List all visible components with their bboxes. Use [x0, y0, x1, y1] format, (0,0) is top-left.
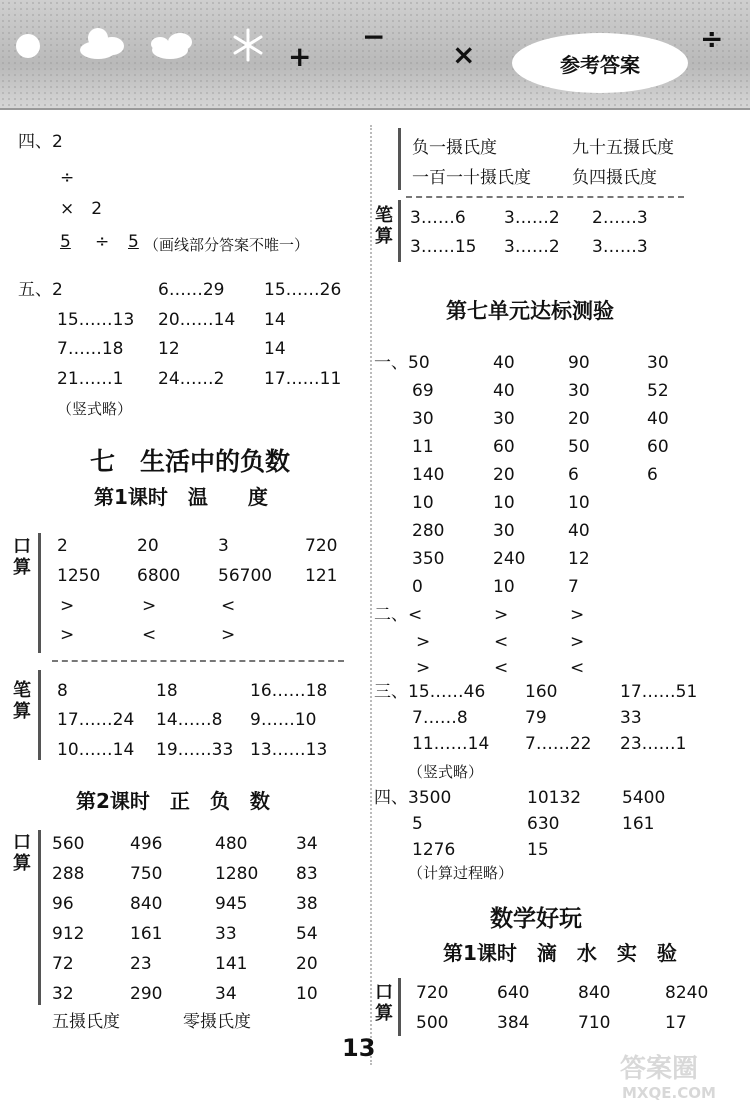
lesson1-title: 第1课时 温 度	[94, 485, 268, 509]
l1-b-r2-c2: 14……8	[156, 710, 223, 730]
t2-r1-c2: >	[494, 605, 509, 625]
t1-r5-c4: 6	[647, 465, 658, 485]
l1-b-r2-c3: 9……10	[250, 710, 317, 730]
l1-b-r1-c2: 18	[156, 681, 178, 701]
rb-r1-c1: 3……6	[410, 208, 466, 228]
rb-r1-c2: 3……2	[504, 208, 560, 228]
column-separator	[370, 125, 372, 1065]
left-s4-a: 5	[60, 232, 71, 252]
t1-r3-c1: 30	[412, 409, 434, 429]
l2-r4-c3: 33	[215, 924, 237, 944]
t2-r3-c1: >	[416, 658, 431, 678]
t3-r2-c2: 79	[525, 708, 547, 728]
l1-k-r2-c1: 1250	[57, 566, 101, 586]
fun-r1-c2: 640	[497, 983, 530, 1003]
t4-r2-c1: 5	[412, 814, 423, 834]
l2-r6-c2: 290	[130, 984, 163, 1004]
t1-r1-c3: 90	[568, 353, 590, 373]
s5-r1-c2: 6……29	[158, 280, 225, 300]
s5-r3-c3: 14	[264, 339, 286, 359]
t1-r3-c4: 40	[647, 409, 669, 429]
divide-icon: ÷	[700, 22, 724, 55]
l2-r1-c3: 480	[215, 834, 248, 854]
t1-r2-c3: 30	[568, 381, 590, 401]
t1-r1-c1: 一、50	[374, 353, 430, 373]
l1-k-r1-c1: 2	[57, 536, 68, 556]
l1-k-r1-c2: 20	[137, 536, 159, 556]
l1-k-r3-c1: >	[60, 596, 75, 616]
left-s4-line-3: × 2	[60, 199, 103, 219]
l1-k-r2-c4: 121	[305, 566, 338, 586]
t4-r1-c3: 5400	[622, 788, 666, 808]
fun-r2-c3: 710	[578, 1013, 611, 1033]
l1-k-r4-c3: >	[221, 625, 236, 645]
rb-r2-c3: 3……3	[592, 237, 648, 257]
l2-r1-c4: 34	[296, 834, 318, 854]
l1-k-r4-c2: <	[142, 625, 157, 645]
t3-r1-c1: 三、15……46	[374, 682, 486, 702]
t4-r2-c3: 161	[622, 814, 655, 834]
l1-k-r4-c1: >	[60, 625, 75, 645]
l1-k-r3-c3: <	[221, 596, 236, 616]
unit-title: 七 生活中的负数	[90, 447, 291, 476]
fun-r2-c4: 17	[665, 1013, 687, 1033]
right-dashed-divider	[406, 196, 684, 198]
t4-r1-c2: 10132	[527, 788, 582, 808]
t2-r2-c1: >	[416, 632, 431, 652]
t1-r1-c4: 30	[647, 353, 669, 373]
rt-r2-c2: 负四摄氏度	[572, 168, 657, 188]
l2-last-1: 五摄氏度	[52, 1012, 120, 1032]
t3-r2-c3: 33	[620, 708, 642, 728]
s5-r4-c2: 24……2	[158, 369, 225, 389]
right-bisuan-bar	[398, 200, 401, 262]
watermark-logo: 答案圈	[620, 1054, 699, 1084]
fun-kousuan-tag: 口算	[375, 982, 393, 1024]
l1-bisuan-tag: 笔算	[13, 680, 31, 722]
page-number: 13	[342, 1034, 376, 1062]
t1-r4-c2: 60	[493, 437, 515, 457]
l2-r1-c2: 496	[130, 834, 163, 854]
t3-r1-c2: 160	[525, 682, 558, 702]
s5-note: （竖式略）	[57, 400, 133, 418]
fun-r1-c3: 840	[578, 983, 611, 1003]
rt-r1-c2: 九十五摄氏度	[572, 138, 674, 158]
t3-r2-c1: 7……8	[412, 708, 468, 728]
t1-r2-c2: 40	[493, 381, 515, 401]
left-s4-line-1: 四、2	[18, 132, 63, 152]
t1-r8-c3: 12	[568, 549, 590, 569]
s5-r2-c3: 14	[264, 310, 286, 330]
l1-b-r1-c3: 16……18	[250, 681, 328, 701]
t1-r6-c2: 10	[493, 493, 515, 513]
rb-r2-c2: 3……2	[504, 237, 560, 257]
fun-r2-c1: 500	[416, 1013, 449, 1033]
fun-r1-c1: 720	[416, 983, 449, 1003]
t1-r8-c2: 240	[493, 549, 526, 569]
left-s4-op: ÷	[95, 232, 110, 252]
fun-title: 数学好玩	[490, 906, 582, 932]
t2-r1-c3: >	[570, 605, 585, 625]
t1-r4-c1: 11	[412, 437, 434, 457]
t3-r3-c3: 23……1	[620, 734, 687, 754]
watermark-url: MXQE.COM	[622, 1084, 716, 1102]
s5-r4-c3: 17……11	[264, 369, 342, 389]
t1-r7-c3: 40	[568, 521, 590, 541]
t2-r3-c3: <	[570, 658, 585, 678]
t1-r3-c2: 30	[493, 409, 515, 429]
t1-r2-c1: 69	[412, 381, 434, 401]
fun-r2-c2: 384	[497, 1013, 530, 1033]
t2-r2-c3: >	[570, 632, 585, 652]
l2-r5-c3: 141	[215, 954, 248, 974]
s5-r3-c2: 12	[158, 339, 180, 359]
s5-r4-c1: 21……1	[57, 369, 124, 389]
l1-k-r2-c3: 56700	[218, 566, 273, 586]
l2-r2-c3: 1280	[215, 864, 259, 884]
l1-k-r2-c2: 6800	[137, 566, 181, 586]
t4-note: （计算过程略）	[408, 864, 514, 882]
l1-k-r3-c2: >	[142, 596, 157, 616]
t1-r6-c3: 10	[568, 493, 590, 513]
rb-r2-c1: 3……15	[410, 237, 477, 257]
left-s4-line-2: ÷	[60, 168, 75, 188]
lesson2-title: 第2课时 正 负 数	[76, 789, 270, 813]
l2-r6-c1: 32	[52, 984, 74, 1004]
t1-r6-c1: 10	[412, 493, 434, 513]
l2-r3-c4: 38	[296, 894, 318, 914]
l2-kousuan-bar	[38, 830, 41, 1005]
s5-r3-c1: 7……18	[57, 339, 124, 359]
l1-kousuan-bar	[38, 533, 41, 653]
t1-r9-c2: 10	[493, 577, 515, 597]
t4-r1-c1: 四、3500	[374, 788, 452, 808]
l2-r3-c3: 945	[215, 894, 248, 914]
l2-r2-c2: 750	[130, 864, 163, 884]
l2-r1-c1: 560	[52, 834, 85, 854]
l2-r4-c2: 161	[130, 924, 163, 944]
minus-icon: −	[362, 20, 386, 53]
l2-r2-c1: 288	[52, 864, 85, 884]
t2-r2-c2: <	[494, 632, 509, 652]
t2-r1-c1: 二、<	[374, 605, 423, 625]
l2-r4-c4: 54	[296, 924, 318, 944]
sun-cloud-icon	[80, 28, 124, 59]
right-top-bar	[398, 128, 401, 190]
l1-bisuan-bar	[38, 670, 41, 760]
t1-r7-c1: 280	[412, 521, 445, 541]
fun-kousuan-bar	[398, 978, 401, 1036]
snowflake-icon	[235, 30, 261, 60]
l2-last-2: 零摄氏度	[183, 1012, 251, 1032]
l1-b-r3-c3: 13……13	[250, 740, 328, 760]
l1-b-r1-c1: 8	[57, 681, 68, 701]
weather-icons	[0, 0, 500, 108]
t4-r3-c2: 15	[527, 840, 549, 860]
s5-r2-c1: 15……13	[57, 310, 135, 330]
l1-k-r1-c4: 720	[305, 536, 338, 556]
t1-r4-c3: 50	[568, 437, 590, 457]
l1-b-r3-c2: 19……33	[156, 740, 234, 760]
l1-k-r1-c3: 3	[218, 536, 229, 556]
t1-r3-c3: 20	[568, 409, 590, 429]
t3-r3-c1: 11……14	[412, 734, 490, 754]
fun-lesson-title: 第1课时 滴 水 实 验	[443, 941, 677, 965]
t1-r5-c3: 6	[568, 465, 579, 485]
t1-r5-c2: 20	[493, 465, 515, 485]
t1-r2-c4: 52	[647, 381, 669, 401]
times-icon: ×	[452, 38, 476, 71]
l2-r5-c2: 23	[130, 954, 152, 974]
t1-r8-c1: 350	[412, 549, 445, 569]
l2-r5-c1: 72	[52, 954, 74, 974]
t1-r9-c3: 7	[568, 577, 579, 597]
t1-r4-c4: 60	[647, 437, 669, 457]
header-band	[0, 0, 750, 110]
rb-r1-c3: 2……3	[592, 208, 648, 228]
l2-r5-c4: 20	[296, 954, 318, 974]
answer-key-title: 参考答案	[512, 33, 688, 93]
l2-r4-c1: 912	[52, 924, 85, 944]
t3-r3-c2: 7……22	[525, 734, 592, 754]
l2-r3-c1: 96	[52, 894, 74, 914]
t2-r3-c2: <	[494, 658, 509, 678]
sun-icon	[16, 34, 40, 58]
t4-r2-c2: 630	[527, 814, 560, 834]
t4-r3-c1: 1276	[412, 840, 456, 860]
left-s4-note: （画线部分答案不唯一）	[144, 236, 310, 254]
l1-b-r3-c1: 10……14	[57, 740, 135, 760]
t1-r1-c2: 40	[493, 353, 515, 373]
l2-kousuan-tag: 口算	[13, 832, 31, 874]
left-s4-b: 5	[128, 232, 139, 252]
l1-dashed-divider	[52, 660, 344, 662]
l2-r3-c2: 840	[130, 894, 163, 914]
t3-note: （竖式略）	[408, 763, 484, 781]
l2-r6-c4: 10	[296, 984, 318, 1004]
l2-r6-c3: 34	[215, 984, 237, 1004]
rt-r2-c1: 一百一十摄氏度	[412, 168, 531, 188]
test-title: 第七单元达标测验	[446, 299, 614, 323]
l1-kousuan-tag: 口算	[13, 536, 31, 578]
l2-r2-c4: 83	[296, 864, 318, 884]
fun-r1-c4: 8240	[665, 983, 709, 1003]
t1-r5-c1: 140	[412, 465, 445, 485]
s5-r1-c3: 15……26	[264, 280, 342, 300]
t1-r7-c2: 30	[493, 521, 515, 541]
plus-icon: +	[288, 40, 312, 73]
right-bisuan-tag: 笔算	[375, 205, 393, 247]
t3-r1-c3: 17……51	[620, 682, 698, 702]
s5-r1-c1: 五、2	[18, 280, 63, 300]
s5-r2-c2: 20……14	[158, 310, 236, 330]
rt-r1-c1: 负一摄氏度	[412, 138, 497, 158]
l1-b-r2-c1: 17……24	[57, 710, 135, 730]
cloud-icon	[151, 33, 192, 59]
t1-r9-c1: 0	[412, 577, 423, 597]
